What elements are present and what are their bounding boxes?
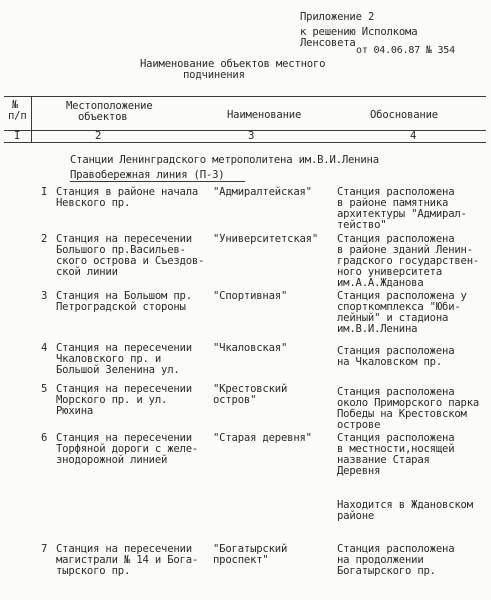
table-top-rule bbox=[4, 96, 486, 97]
row-name-line: "Богатырский bbox=[213, 543, 288, 555]
row-reason-line: Деревня bbox=[337, 465, 381, 477]
row-reason-line: Богатырского пр. bbox=[337, 565, 436, 577]
row-location-line: знодорожной линией bbox=[56, 454, 168, 466]
header-number-1: № bbox=[12, 99, 19, 111]
row-location-line: Станция на пересечении bbox=[56, 432, 192, 444]
row-reason-line: на продолжении bbox=[337, 554, 424, 566]
row-reason-extra-line: Находится в Ждановском bbox=[337, 499, 473, 511]
document-title-line-2: подчинения bbox=[183, 69, 245, 81]
row-name-line: проспект" bbox=[213, 554, 269, 566]
column-number-2: 2 bbox=[95, 130, 102, 142]
row-location-line: Станция в районе начала bbox=[56, 186, 199, 198]
row-location-line: магистрали № 14 и Бога- bbox=[56, 554, 199, 566]
row-reason-line: Станция расположена bbox=[337, 186, 455, 198]
row-location-line: Петроградской стороны bbox=[56, 301, 186, 313]
subsection-underline bbox=[70, 181, 245, 182]
row-number: 2 bbox=[41, 233, 48, 245]
row-location-line: тырского пр. bbox=[56, 565, 131, 577]
section-title: Станции Ленинградского метрополитена им.В.И.Ленина bbox=[70, 154, 379, 166]
table-columns-rule bbox=[4, 142, 486, 143]
decision-line-1: к решению Исполкома bbox=[300, 26, 418, 38]
row-reason-line: в районе зданий Ленин- bbox=[337, 244, 473, 256]
row-location-line: ского острова и Съездов- bbox=[56, 255, 205, 267]
appendix-label: Приложение 2 bbox=[300, 11, 375, 23]
row-number: I bbox=[41, 186, 48, 198]
row-name-line: "Старая деревня" bbox=[213, 432, 312, 444]
header-number-2: п/п bbox=[8, 110, 27, 122]
row-location-line: Большого пр.Васильев- bbox=[56, 244, 186, 256]
row-reason-line: тейство" bbox=[337, 219, 387, 231]
row-reason-line: острове bbox=[337, 419, 381, 431]
row-reason-line: на Чкаловском пр. bbox=[337, 356, 443, 368]
row-reason-line: лейный" и стадиона bbox=[337, 312, 449, 324]
column-number-4: 4 bbox=[410, 130, 417, 142]
decision-line-2: Ленсовета bbox=[300, 37, 356, 49]
row-location-line: Станция на пересечении bbox=[56, 233, 192, 245]
row-reason-line: Станция расположена bbox=[337, 233, 455, 245]
row-reason-line: ного университета bbox=[337, 266, 443, 278]
row-reason-line: в местности,носящей bbox=[337, 443, 455, 455]
row-name-line: "Университетская" bbox=[213, 233, 319, 245]
row-reason-line: Победы на Крестовском bbox=[337, 408, 467, 420]
row-number: 6 bbox=[41, 432, 48, 444]
row-location-line: Станция на пересечении bbox=[56, 342, 192, 354]
row-reason-line: название Старая bbox=[337, 454, 430, 466]
row-reason-line: им.В.И.Ленина bbox=[337, 323, 418, 335]
row-number: 5 bbox=[41, 383, 48, 395]
row-location-line: Большой Зеленина ул. bbox=[56, 364, 180, 376]
row-reason-line: Станция расположена bbox=[337, 345, 455, 357]
subsection-title: Правобережная линия (П-3) bbox=[70, 169, 225, 181]
row-location-line: Станция на пересечении bbox=[56, 543, 192, 555]
column-number-1: I bbox=[14, 130, 21, 142]
row-reason-line: им.А.А.Жданова bbox=[337, 277, 424, 289]
row-reason-line: Станция расположена bbox=[337, 386, 455, 398]
row-name-line: "Крестовский bbox=[213, 383, 288, 395]
document-title-line-1: Наименование объектов местного bbox=[140, 58, 326, 70]
row-location-line: Торфяной дороги с желе- bbox=[56, 443, 199, 455]
row-name-line: "Спортивная" bbox=[213, 290, 288, 302]
row-reason-line: Станция расположена у bbox=[337, 290, 467, 302]
row-name-line: "Адмиралтейская" bbox=[213, 186, 312, 198]
header-reason: Обоснование bbox=[370, 109, 438, 121]
header-location-1: Местоположение bbox=[66, 100, 153, 112]
row-name-line: "Чкаловская" bbox=[213, 342, 288, 354]
row-reason-line: в районе памятника bbox=[337, 197, 449, 209]
row-number: 7 bbox=[41, 543, 48, 555]
row-reason-line: спорткомплекса "Юби- bbox=[337, 301, 461, 313]
header-divider-1 bbox=[31, 97, 32, 142]
row-number: 3 bbox=[41, 290, 48, 302]
header-location-2: объектов bbox=[78, 111, 128, 123]
row-name-line: остров" bbox=[213, 394, 257, 406]
row-location-line: Морского пр. и ул. bbox=[56, 394, 168, 406]
row-reason-line: Станция расположена bbox=[337, 543, 455, 555]
header-name: Наименование bbox=[227, 109, 302, 121]
row-reason-extra-line: районе bbox=[337, 510, 375, 522]
row-reason-line: градского государствен- bbox=[337, 255, 480, 267]
row-location-line: Станция на Большом пр. bbox=[56, 290, 192, 302]
row-location-line: ской линии bbox=[56, 266, 118, 278]
row-number: 4 bbox=[41, 342, 48, 354]
row-reason-line: Станция расположена bbox=[337, 432, 455, 444]
column-number-3: 3 bbox=[248, 130, 255, 142]
row-location-line: Чкаловского пр. и bbox=[56, 353, 162, 365]
decision-date-number: от 04.06.87 № 354 bbox=[356, 45, 455, 56]
row-location-line: Невского пр. bbox=[56, 197, 131, 209]
row-reason-line: архитектуры "Адмирал- bbox=[337, 208, 467, 220]
row-reason-line: около Приморского парка bbox=[337, 397, 480, 409]
row-location-line: Станция на пересечении bbox=[56, 383, 192, 395]
row-location-line: Рюхина bbox=[56, 405, 94, 417]
